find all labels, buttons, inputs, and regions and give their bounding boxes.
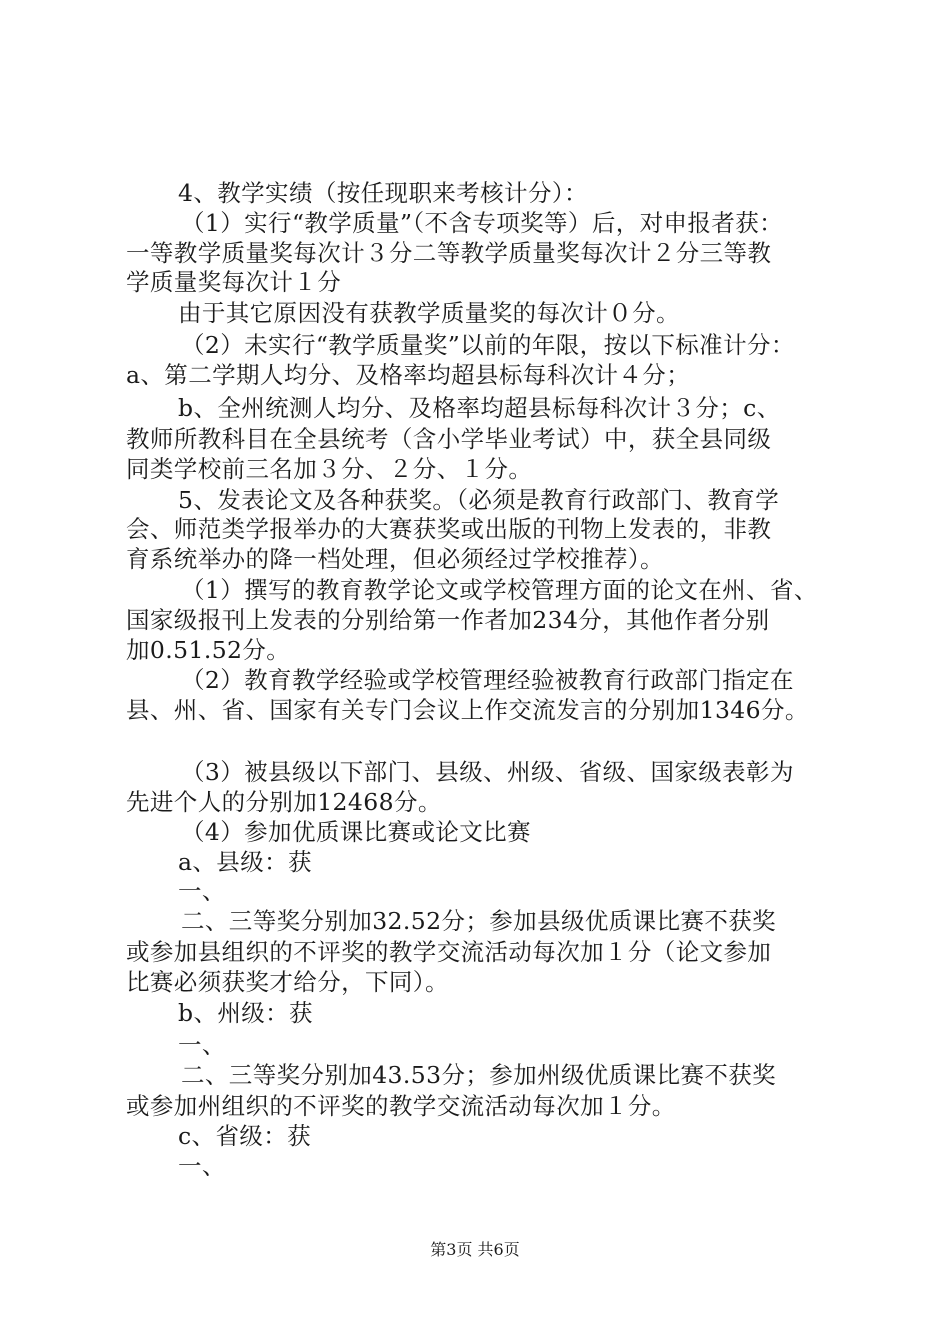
- paragraph-line: （3）被县级以下部门、县级、州级、省级、国家级表彰为: [181, 758, 794, 786]
- paragraph-line: 二、三等奖分别加43.53分；参加州级优质课比赛不获奖: [181, 1061, 777, 1089]
- paragraph-line: a、第二学期人均分、及格率均超县标每科次计４分；: [126, 361, 691, 389]
- paragraph-line: （1）撰写的教育教学论文或学校管理方面的论文在州、省、: [181, 576, 818, 604]
- paragraph-line: 比赛必须获奖才给分，下同）。: [126, 968, 449, 996]
- paragraph-line: 或参加县组织的不评奖的教学交流活动每次加１分（论文参加: [126, 938, 772, 966]
- paragraph-line: 教师所教科目在全县统考（含小学毕业考试）中，获全县同级: [126, 425, 772, 453]
- paragraph-line: （4）参加优质课比赛或论文比赛: [181, 818, 531, 846]
- paragraph-line: 育系统举办的降一档处理，但必须经过学校推荐）。: [126, 545, 664, 573]
- paragraph-line: 国家级报刊上发表的分别给第一作者加234分，其他作者分别: [126, 606, 770, 634]
- paragraph-line: 同类学校前三名加３分、２分、１分。: [126, 455, 533, 483]
- paragraph-line: 一、: [178, 1152, 226, 1180]
- paragraph-line: 一、: [178, 1031, 226, 1059]
- paragraph-line: a、县级：获: [178, 848, 312, 876]
- paragraph-line: 会、师范类学报举办的大赛获奖或出版的刊物上发表的，非教: [126, 515, 772, 543]
- paragraph-line: 一、: [178, 877, 226, 905]
- paragraph-line: 或参加州组织的不评奖的教学交流活动每次加１分。: [126, 1092, 676, 1120]
- paragraph-line: c、省级：获: [178, 1122, 312, 1150]
- heading-teaching-performance: 4、教学实绩（按任现职来考核计分）：: [178, 179, 588, 207]
- page-number-footer: 第3页 共6页: [430, 1240, 520, 1259]
- paragraph-line: 先进个人的分别加12468分。: [126, 788, 442, 816]
- paragraph-line: （2）教育教学经验或学校管理经验被教育行政部门指定在: [181, 666, 794, 694]
- paragraph-line: 加0.51.52分。: [126, 636, 291, 664]
- paragraph-line: 县、州、省、国家有关专门会议上作交流发言的分别加1346分。: [126, 696, 809, 724]
- paragraph-line: 学质量奖每次计１分: [126, 268, 342, 296]
- paragraph-line: （2）未实行“教学质量奖”以前的年限，按以下标准计分：: [181, 331, 795, 359]
- heading-publications-awards: 5、发表论文及各种获奖。（必须是教育行政部门、教育学: [178, 486, 780, 514]
- paragraph-line: b、州级：获: [178, 999, 313, 1027]
- paragraph-line: 二、三等奖分别加32.52分；参加县级优质课比赛不获奖: [181, 907, 777, 935]
- paragraph-line: 由于其它原因没有获教学质量奖的每次计０分。: [178, 299, 680, 327]
- paragraph-line: b、全州统测人均分、及格率均超县标每科次计３分；c、: [178, 394, 781, 422]
- paragraph-line: （1）实行“教学质量”（不含专项奖等）后，对申报者获：: [181, 209, 784, 237]
- paragraph-line: 一等教学质量奖每次计３分二等教学质量奖每次计２分三等教: [126, 239, 772, 267]
